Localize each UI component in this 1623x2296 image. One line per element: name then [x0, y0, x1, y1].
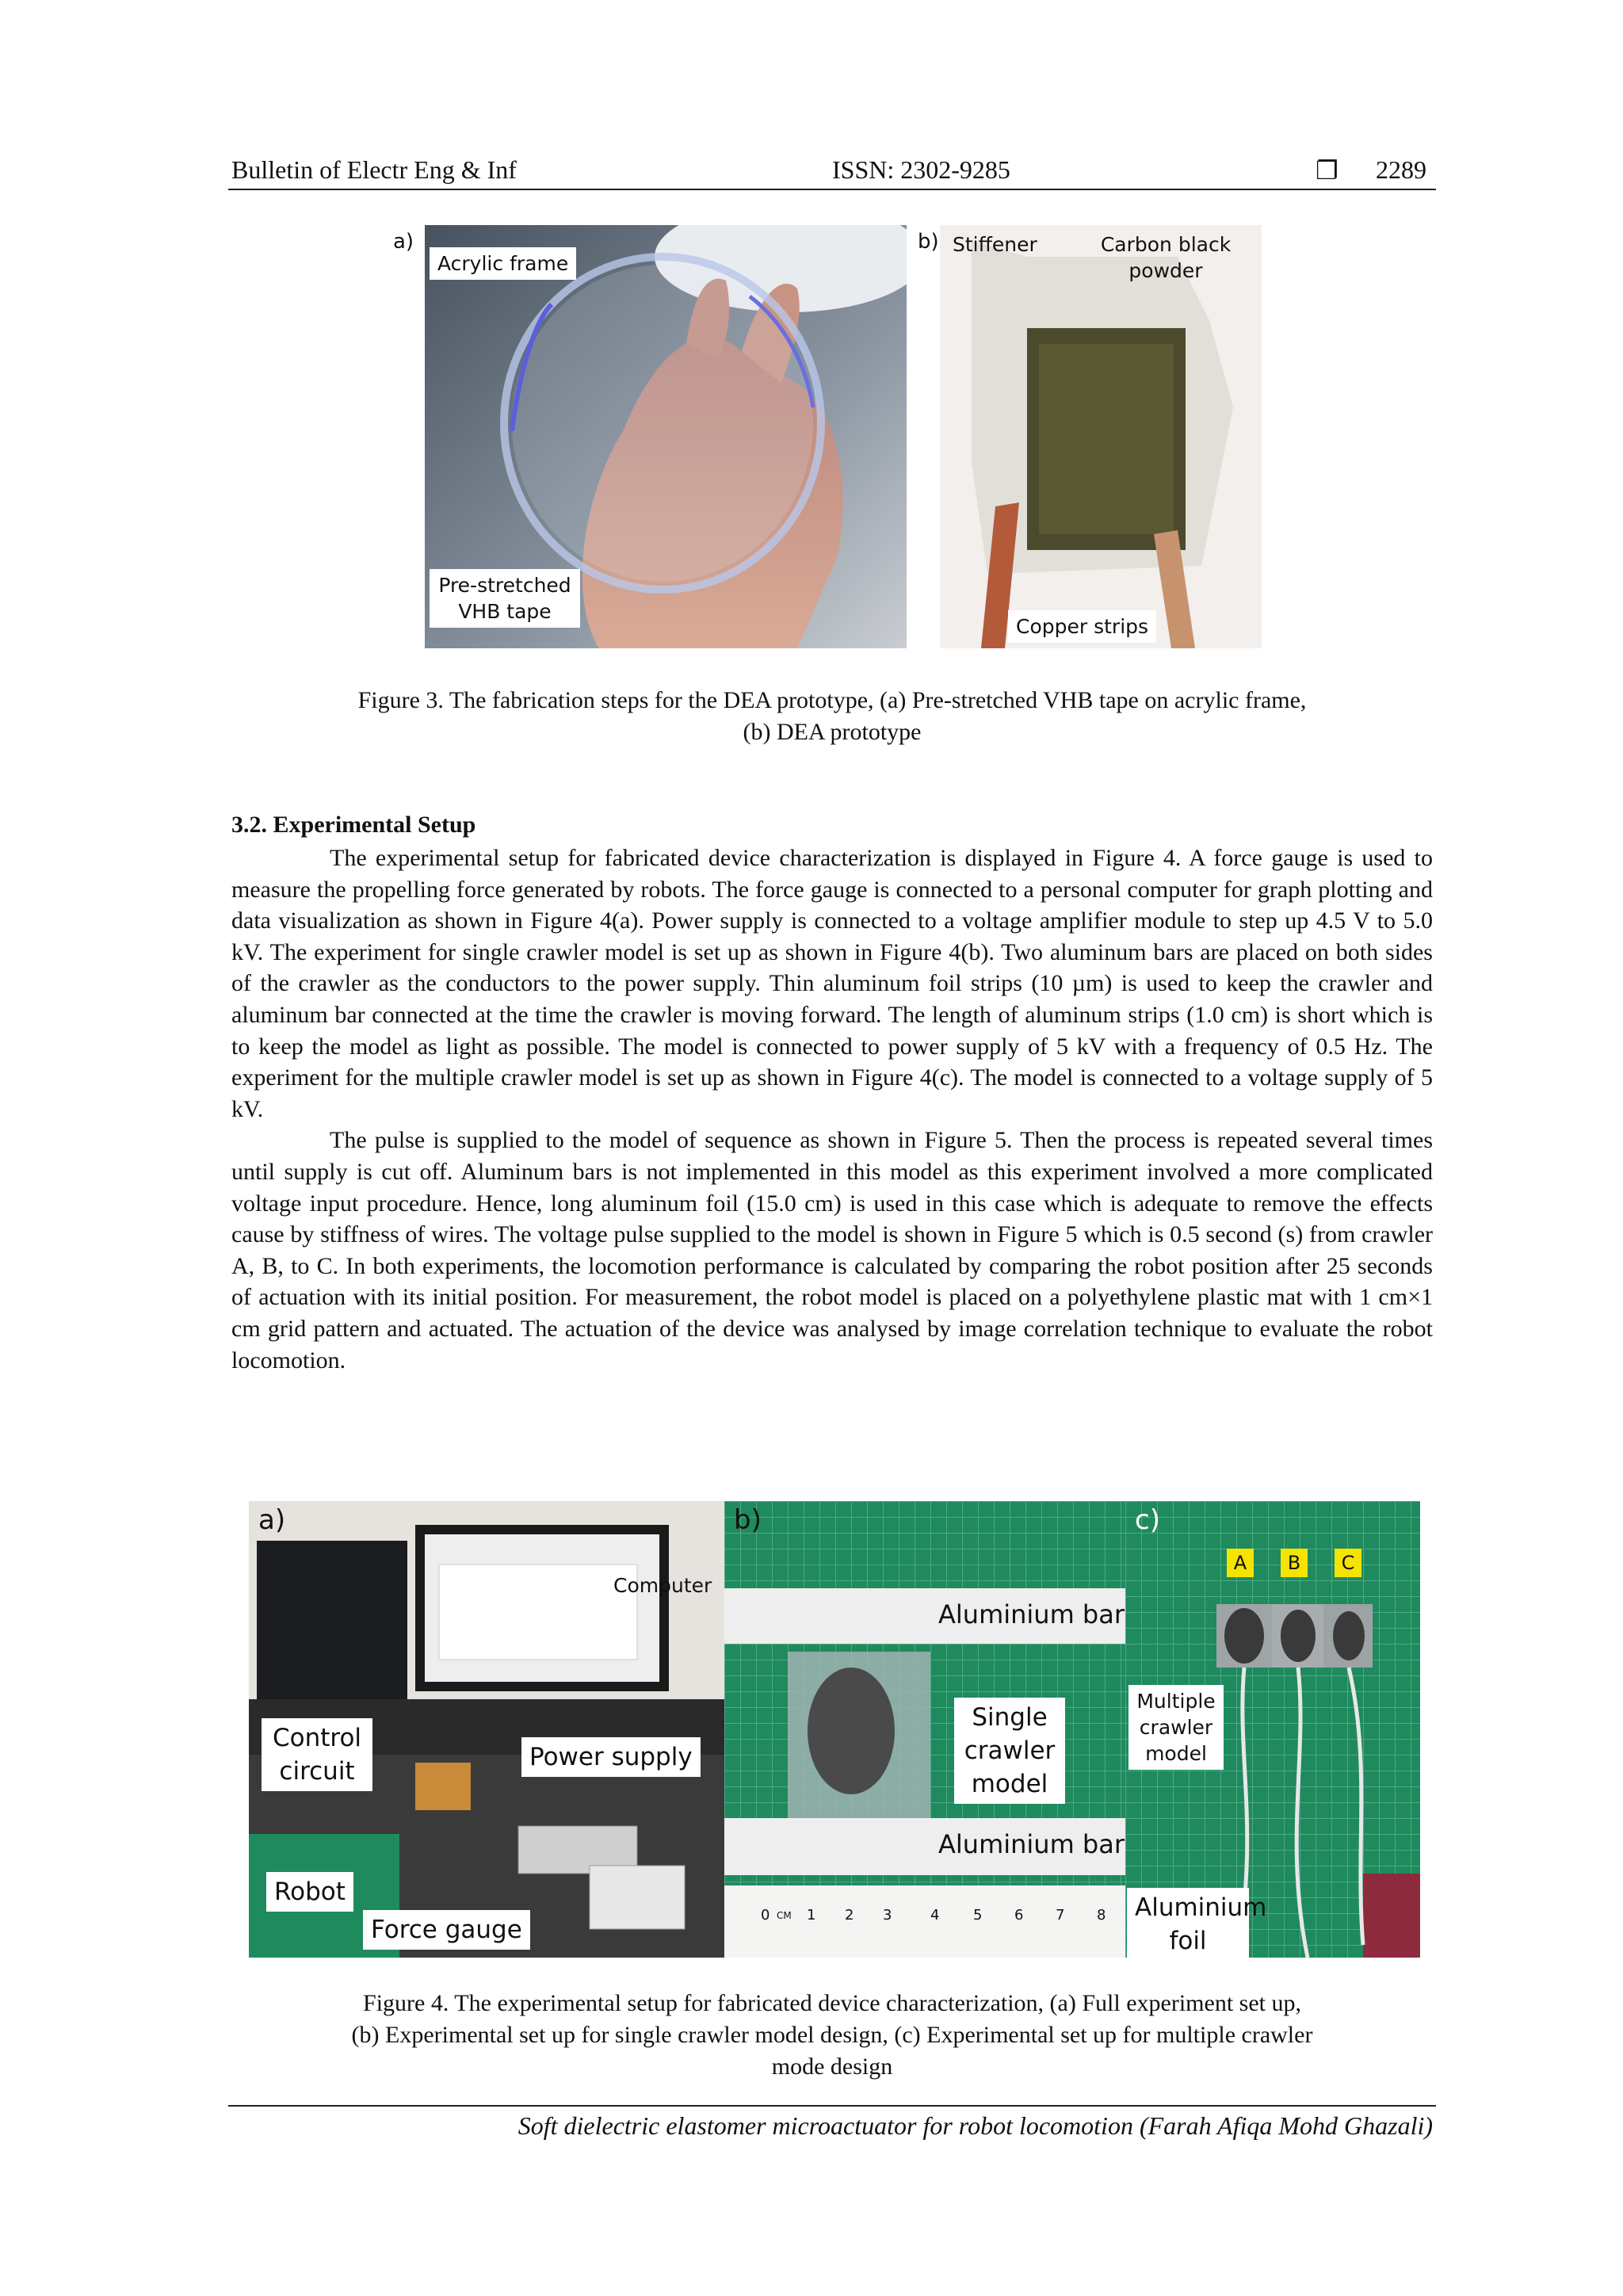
ruler-tick-1: 1: [807, 1907, 816, 1924]
computer-callout: Computer: [613, 1574, 712, 1597]
stiffener-callout: Stiffener: [953, 233, 1037, 256]
fig4-panel-c-label: c): [1135, 1504, 1160, 1536]
ruler-tick-4: 4: [930, 1907, 940, 1924]
crawler-b-label: B: [1281, 1549, 1308, 1577]
ruler-tick-2: 2: [845, 1907, 854, 1924]
paragraph-1: The experimental setup for fabricated device characterization is displayed in Figure 4. A force gauge is used to measure the propelling force generated by robots. The force gauge is connected to a personal computer for graph plotting and data visualization as shown in Figure 4(a). Power supply is connected to a voltage amplifier module to step up 4.5 V to 5.0 kV. The experiment for single crawler model is set up as shown in Figure 4(b). Two aluminum bars are placed on both sides of the crawler as the conductors to the power supply. Thin aluminum foil strips (10 µm) is used to keep the crawler and aluminum bar connected at the time the crawler is moving forward. The length of aluminum strips (1.0 cm) is short which is to keep the model as light as possible. The model is connected to power supply of 5 kV with a frequency of 0.5 Hz. The experiment for the multiple crawler model is set up as shown in Figure 4(c). The model is connected to a voltage supply of 5 kV.: [231, 845, 1433, 1122]
fig4-photo-a: [249, 1501, 724, 1958]
figure4-caption-line2: (b) Experimental set up for single crawler model design, (c) Experimental set up for multiple crawler: [351, 2022, 1313, 2048]
aluminium-bar-bottom-callout: Aluminium bar: [938, 1829, 1125, 1859]
journal-name: Bulletin of Electr Eng & Inf: [231, 155, 517, 184]
force-gauge-callout: Force gauge: [363, 1910, 530, 1950]
single-crawler-callout: Single crawler model: [954, 1698, 1065, 1804]
figure3-caption-line2: (b) DEA prototype: [743, 719, 922, 745]
figure4-caption-line1: Figure 4. The experimental setup for fabricated device characterization, (a) Full experiment set up,: [363, 1990, 1301, 2016]
ruler-tick-5: 5: [973, 1907, 983, 1924]
aluminium-bar-top-callout: Aluminium bar: [938, 1599, 1125, 1629]
copper-strips-callout: Copper strips: [1008, 610, 1156, 643]
ruler-tick-8: 8: [1097, 1907, 1106, 1924]
figure3-caption-line1: Figure 3. The fabrication steps for the DEA prototype, (a) Pre-stretched VHB tape on acrylic frame,: [357, 687, 1307, 713]
paragraph-2: The pulse is supplied to the model of sequence as shown in Figure 5. Then the process is repeated several times until supply is cut off. Aluminum bars is not implemented in this model as this experiment involved a more complicated voltage input procedure. Hence, long aluminum foil (15.0 cm) is used in this case which is adequate to remove the effects cause by stiffness of wires. The voltage pulse supplied to the model is shown in Figure 5 which is 0.5 second (s) from crawler A, B, to C. In both experiments, the locomotion performance is calculated by comparing the robot position after 25 seconds of actuation with its initial position. For measurement, the robot model is placed on a polyethylene plastic mat with 1 cm×1 cm grid pattern and actuated. The actuation of the device was analysed by image correlation technique to evaluate the robot locomotion.: [231, 1127, 1433, 1373]
fig3-photo-b: [940, 225, 1262, 648]
crawler-a-label: A: [1227, 1549, 1254, 1577]
box-icon: ❐: [1316, 155, 1338, 185]
acrylic-frame-callout: Acrylic frame: [430, 247, 576, 280]
fig4-photo-b: [724, 1501, 1125, 1958]
robot-callout: Robot: [266, 1872, 353, 1912]
ruler-tick-6: 6: [1014, 1907, 1024, 1924]
fig4-panel-a-label: a): [258, 1504, 286, 1536]
ruler-unit: CM: [777, 1910, 792, 1921]
multiple-crawler-callout: Multiple crawler model: [1128, 1685, 1224, 1770]
fig4-photo-c: [1125, 1501, 1420, 1958]
header-rule: [228, 189, 1436, 190]
power-supply-callout: Power supply: [521, 1737, 701, 1777]
crawler-c-label: C: [1335, 1549, 1361, 1577]
page-number: 2289: [1376, 155, 1426, 184]
ruler-tick-7: 7: [1056, 1907, 1065, 1924]
dea-prototype-photo: [940, 225, 1262, 648]
fig3-panel-b-label: b): [918, 230, 939, 254]
running-footer: Soft dielectric elastomer microactuator for robot locomotion (Farah Afiqa Mohd Ghazali): [517, 2111, 1433, 2140]
section-body: [231, 842, 1433, 1376]
prestretched-vhb-callout: Pre-stretched VHB tape: [430, 569, 580, 628]
section-heading: 3.2. Experimental Setup: [231, 812, 476, 838]
single-crawler-photo: [724, 1501, 1125, 1958]
ruler-tick-3: 3: [883, 1907, 892, 1924]
issn: ISSN: 2302-9285: [832, 155, 1010, 184]
figure4-caption-line3: mode design: [771, 2053, 893, 2080]
control-circuit-callout: Control circuit: [262, 1718, 372, 1791]
ruler-tick-0: 0: [761, 1907, 770, 1924]
carbon-black-callout: Carbon black powder: [1100, 233, 1232, 282]
fig3-photo-a: [425, 225, 907, 648]
fig3-panel-a-label: a): [393, 230, 414, 254]
aluminium-foil-callout: Aluminium foil: [1127, 1888, 1249, 1958]
fig4-panel-b-label: b): [734, 1504, 762, 1536]
footer-rule: [228, 2105, 1436, 2107]
